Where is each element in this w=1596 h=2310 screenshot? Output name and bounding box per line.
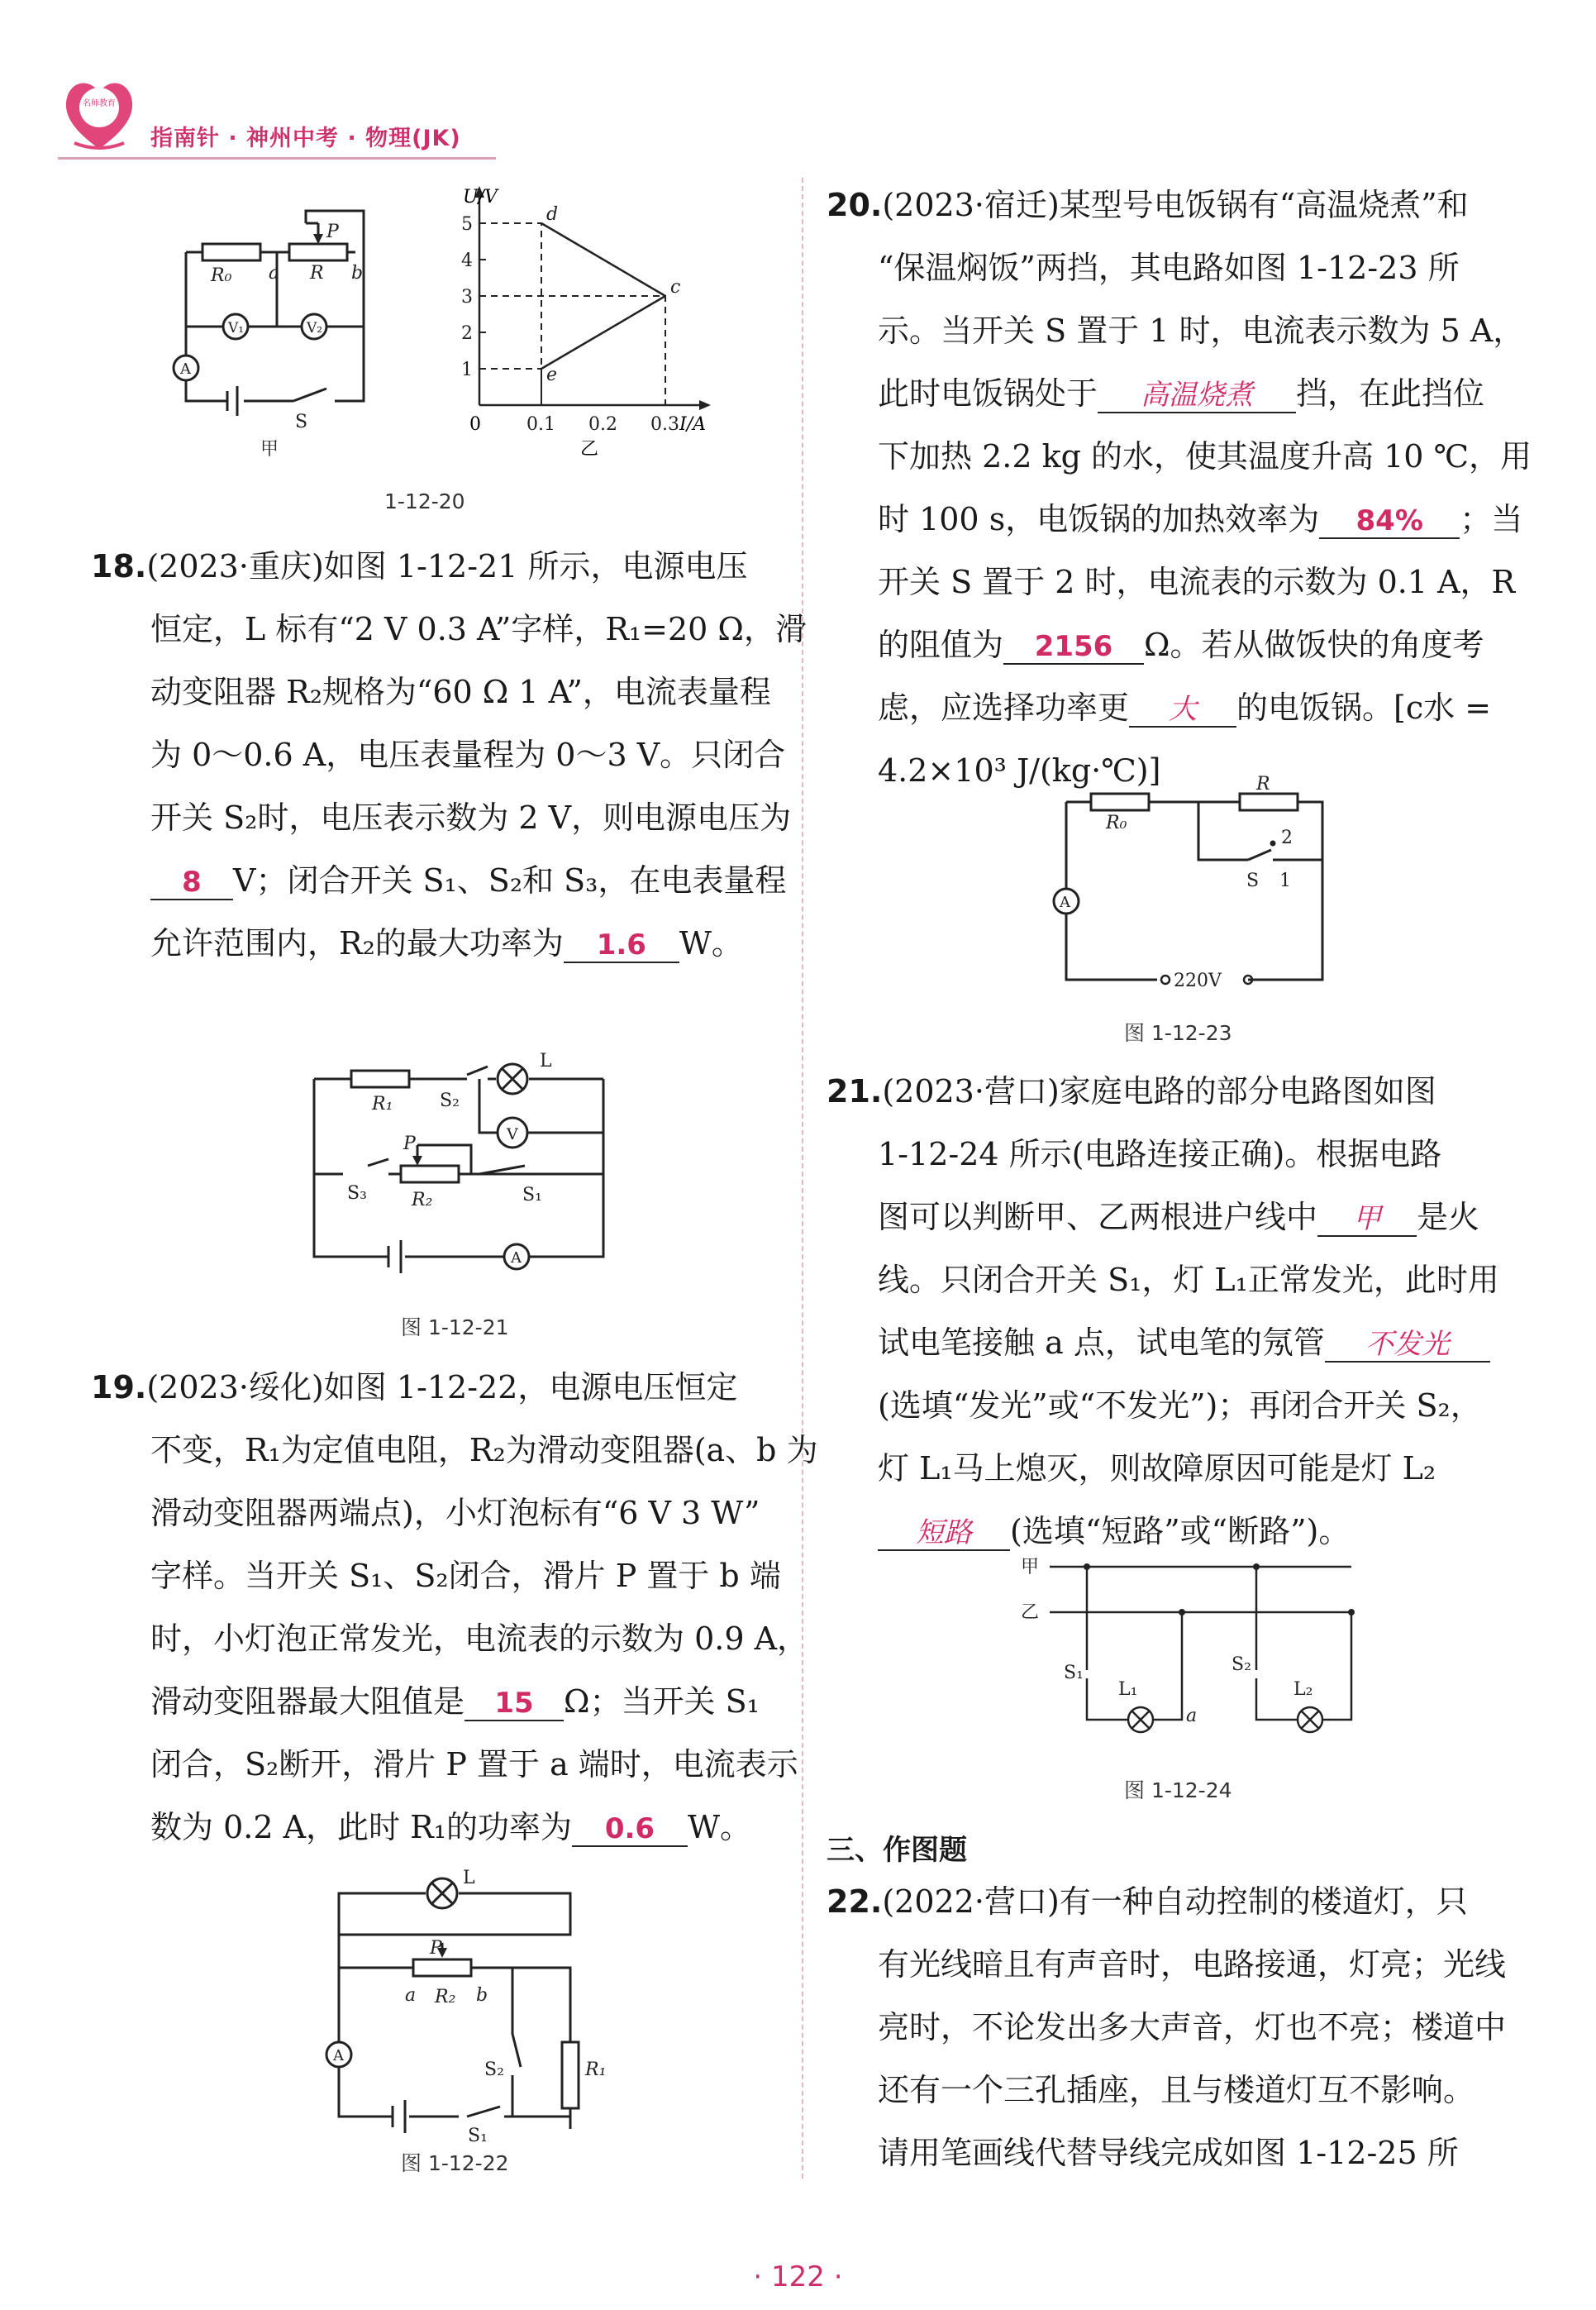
fig22-label-b: b <box>476 1985 488 2006</box>
q19-line4: 字样。当开关 S₁、S₂闭合，滑片 P 置于 b 端 <box>150 1558 781 1594</box>
figure-1-12-20-circuit <box>153 203 393 459</box>
fig21-label-v: V <box>507 1125 518 1143</box>
q21-line2: 1-12-24 所示(电路连接正确)。根据电路 <box>878 1136 1442 1172</box>
caption-1-12-22: 图 1-12-22 <box>401 2151 509 2175</box>
q19-line8: 数为 0.2 A，此时 R₁的功率为 <box>150 1809 572 1845</box>
q22-line4: 还有一个三孔插座，且与楼道灯互不影响。 <box>878 2072 1475 2108</box>
fig21-label-p: P <box>403 1134 416 1154</box>
q20-line3: 示。当开关 S 置于 1 时，电流表示数为 5 A， <box>878 313 1525 349</box>
q20-line2: “保温焖饭”两挡，其电路如图 1-12-23 所 <box>878 250 1460 286</box>
fig24-label-l1: L₁ <box>1118 1679 1138 1700</box>
q19-line7: 闭合，S₂断开，滑片 P 置于 a 端时，电流表示 <box>150 1746 798 1783</box>
fig23-label-r: R <box>1256 774 1270 795</box>
figure-1-12-21 <box>306 1050 620 1290</box>
q22-line5: 请用笔画线代替导线完成如图 1-12-25 所 <box>878 2135 1459 2171</box>
q19-line1: (2023·绥化)如图 1-12-22，电源电压恒定 <box>146 1369 738 1406</box>
q19-line3: 滑动变阻器两端点)，小灯泡标有“6 V 3 W” <box>150 1495 760 1531</box>
fig24-label-s2: S₂ <box>1232 1654 1251 1675</box>
q21-line7: 灯 L₁马上熄灭，则故障原因可能是灯 L₂ <box>878 1450 1436 1487</box>
q19-answer-1: 15 <box>465 1687 564 1721</box>
q18-number: 18. <box>91 548 147 585</box>
figure-1-12-23 <box>1050 774 1347 1000</box>
series-line-d-c <box>541 223 665 296</box>
q21-line3: 图可以判断甲、乙两根进户线中 <box>878 1199 1318 1235</box>
fig22-label-a-meter: A <box>333 2047 344 2064</box>
q21-line3-end: 是火 <box>1417 1199 1480 1235</box>
series-line-e-c <box>541 296 665 369</box>
q18-line5: 开关 S₂时，电压表示数为 2 V，则电源电压为 <box>150 799 792 836</box>
fig21-label-s3: S₃ <box>347 1183 367 1204</box>
q21-line6: (选填“发光”或“不发光”)；再闭合开关 S₂， <box>878 1387 1482 1424</box>
logo-text: 名师教育 <box>83 99 116 108</box>
fig22-label-a: a <box>405 1985 417 2006</box>
fig23-label-220v: 220V <box>1174 971 1222 991</box>
q21-line5: 试电笔接触 a 点，试电笔的氖管 <box>878 1324 1325 1361</box>
point-label-c: c <box>670 277 681 298</box>
fig21-label-r2: R₂ <box>412 1190 433 1210</box>
q18-line1: (2023·重庆)如图 1-12-21 所示，电源电压 <box>146 548 748 585</box>
q21-line8: (选填“短路”或“断路”)。 <box>1010 1513 1351 1549</box>
q19-line2: 不变，R₁为定值电阻，R₂为滑动变阻器(a、b 为 <box>150 1432 818 1468</box>
fig21-label-s2: S₂ <box>440 1091 460 1111</box>
guide-line <box>479 223 541 405</box>
y-tick-label: 3 <box>461 287 473 308</box>
q20-line4: 此时电饭锅处于 <box>878 375 1098 412</box>
fig22-label-l: L <box>463 1868 475 1888</box>
question-20 <box>827 174 1537 802</box>
axis-label-y: U/V <box>463 187 498 208</box>
fig21-label-s1: S₁ <box>522 1185 542 1205</box>
label-jia: 甲 <box>260 439 279 460</box>
q21-answer-2: 不发光 <box>1325 1328 1490 1363</box>
caption-1-12-23: 图 1-12-23 <box>1124 1021 1232 1045</box>
label-p: P <box>326 222 339 242</box>
question-21 <box>827 1060 1537 1563</box>
q20-answer-2: 84% <box>1319 504 1460 539</box>
label-b: b <box>351 263 364 284</box>
q18-line6: V；闭合开关 S₁、S₂和 S₃，在电表量程 <box>233 862 787 899</box>
q21-answer-1: 甲 <box>1317 1202 1417 1237</box>
q20-line10: 4.2×10³ J/(kg·℃)] <box>878 752 1161 789</box>
q18-answer-1: 8 <box>150 866 233 900</box>
question-18 <box>91 535 807 975</box>
label-ammeter: A <box>180 360 191 378</box>
label-r: R <box>310 263 324 284</box>
fig22-label-s2: S₂ <box>484 2059 504 2080</box>
q20-number: 20. <box>827 187 883 223</box>
y-tick-label: 5 <box>461 214 473 235</box>
fig22-label-p: P <box>430 1938 442 1959</box>
q21-line4: 线。只闭合开关 S₁，灯 L₁正常发光，此时用 <box>878 1262 1499 1298</box>
fig23-label-r0: R₀ <box>1106 813 1127 833</box>
fig22-label-s1: S₁ <box>468 2126 488 2146</box>
fig22-label-r1: R₁ <box>585 2059 607 2080</box>
header-rule <box>58 157 496 160</box>
q19-answer-2: 0.6 <box>572 1812 688 1847</box>
section-title: 三、作图题 <box>827 1834 967 1867</box>
label-v1: V₁ <box>228 320 245 336</box>
y-tick-label: 1 <box>461 360 473 380</box>
point-label-e: e <box>546 365 558 385</box>
q20-answer-4: 大 <box>1129 693 1236 728</box>
fig22-label-r2: R₂ <box>435 1987 456 2007</box>
q19-number: 19. <box>91 1369 147 1406</box>
q18-line7: 允许范围内，R₂的最大功率为 <box>150 925 564 962</box>
column-divider <box>802 178 803 2179</box>
label-s: S <box>295 412 308 432</box>
fig24-label-l2: L₂ <box>1293 1679 1313 1700</box>
y-tick-label: 4 <box>461 251 473 271</box>
q20-line8: 的阻值为 <box>878 627 1004 663</box>
fig23-label-a: A <box>1060 894 1070 911</box>
fig23-label-s: S <box>1246 871 1260 891</box>
figure-1-12-22 <box>314 1868 607 2146</box>
x-tick-label: 0.3 <box>650 414 679 435</box>
logo <box>58 70 141 157</box>
label-yi: 乙 <box>580 439 599 460</box>
q22-line1: (2022·营口)有一种自动控制的楼道灯，只 <box>882 1883 1468 1920</box>
q18-answer-2: 1.6 <box>564 928 679 963</box>
q19-line6-end: Ω；当开关 S₁ <box>564 1683 760 1720</box>
q18-line2: 恒定，L 标有“2 V 0.3 A”字样，R₁=20 Ω，滑 <box>150 611 807 647</box>
x-tick-label: 0.2 <box>588 414 617 435</box>
q19-line6: 滑动变阻器最大阻值是 <box>150 1683 465 1720</box>
q20-answer-3: 2156 <box>1003 630 1144 665</box>
label-v2: V₂ <box>307 320 323 336</box>
q20-answer-1: 高温烧煮 <box>1098 379 1296 413</box>
q20-line1: (2023·宿迁)某型号电饭锅有“高温烧煮”和 <box>882 187 1469 223</box>
q18-line7-end: W。 <box>679 925 743 962</box>
fig24-label-a: a <box>1186 1706 1198 1726</box>
q21-answer-3: 短路 <box>878 1516 1010 1551</box>
q20-line6-end: ；当 <box>1460 501 1523 537</box>
fig23-label-2: 2 <box>1281 828 1293 848</box>
caption-1-12-20: 1-12-20 <box>384 489 465 513</box>
q22-number: 22. <box>827 1883 883 1920</box>
q20-line4-end: 挡，在此挡位 <box>1296 375 1485 412</box>
header-title: 指南针 · 神州中考 · 物理(JK) <box>150 126 461 151</box>
point-label-d: d <box>546 204 559 225</box>
fig21-label-r1: R₁ <box>372 1094 393 1114</box>
caption-1-12-21: 图 1-12-21 <box>401 1315 509 1339</box>
fig24-label-s1: S₁ <box>1064 1663 1084 1683</box>
q20-line5: 下加热 2.2 kg 的水，使其温度升高 10 ℃，用 <box>878 438 1532 475</box>
q20-line8-end: Ω。若从做饭快的角度考 <box>1144 627 1484 663</box>
fig24-label-jia: 甲 <box>1021 1557 1040 1577</box>
fig21-label-a: A <box>511 1249 522 1267</box>
axis-origin: 0 <box>469 414 481 435</box>
q20-line9: 虑，应选择功率更 <box>878 690 1130 726</box>
q20-line6: 时 100 s，电饭锅的加热效率为 <box>878 501 1320 537</box>
question-22 <box>827 1870 1537 2184</box>
figure-1-12-20-graph <box>430 178 727 459</box>
q19-line5: 时，小灯泡正常发光，电流表的示数为 0.9 A， <box>150 1620 809 1657</box>
q22-line2: 有光线暗且有声音时，电路接通，灯亮；光线 <box>878 1946 1507 1983</box>
page-number: · 122 · <box>753 2260 843 2293</box>
fig24-label-yi: 乙 <box>1021 1602 1040 1623</box>
x-tick-label: 0.1 <box>526 414 555 435</box>
fig21-label-l: L <box>540 1051 552 1071</box>
q19-line8-end: W。 <box>687 1809 752 1845</box>
q18-line4: 为 0～0.6 A，电压表量程为 0～3 V。只闭合 <box>150 737 786 773</box>
caption-1-12-24: 图 1-12-24 <box>1124 1778 1232 1802</box>
q18-line3: 动变阻器 R₂规格为“60 Ω 1 A”，电流表量程 <box>150 674 771 710</box>
axis-label-x: I/A <box>679 414 706 435</box>
question-19 <box>91 1356 818 1859</box>
q21-number: 21. <box>827 1073 883 1110</box>
q20-line9-end: 的电饭锅。[c水 = <box>1236 690 1492 726</box>
fig23-label-1: 1 <box>1279 871 1291 891</box>
y-tick-label: 2 <box>461 323 473 344</box>
q22-line3: 亮时，不论发出多大声音，灯也不亮；楼道中 <box>878 2009 1507 2045</box>
guide-line <box>479 369 541 405</box>
q20-line7: 开关 S 置于 2 时，电流表的示数为 0.1 A，R <box>878 564 1516 600</box>
label-r0: R₀ <box>211 265 232 286</box>
label-a: a <box>269 263 280 284</box>
q21-line1: (2023·营口)家庭电路的部分电路图如图 <box>882 1073 1436 1110</box>
figure-1-12-24 <box>1021 1546 1368 1753</box>
